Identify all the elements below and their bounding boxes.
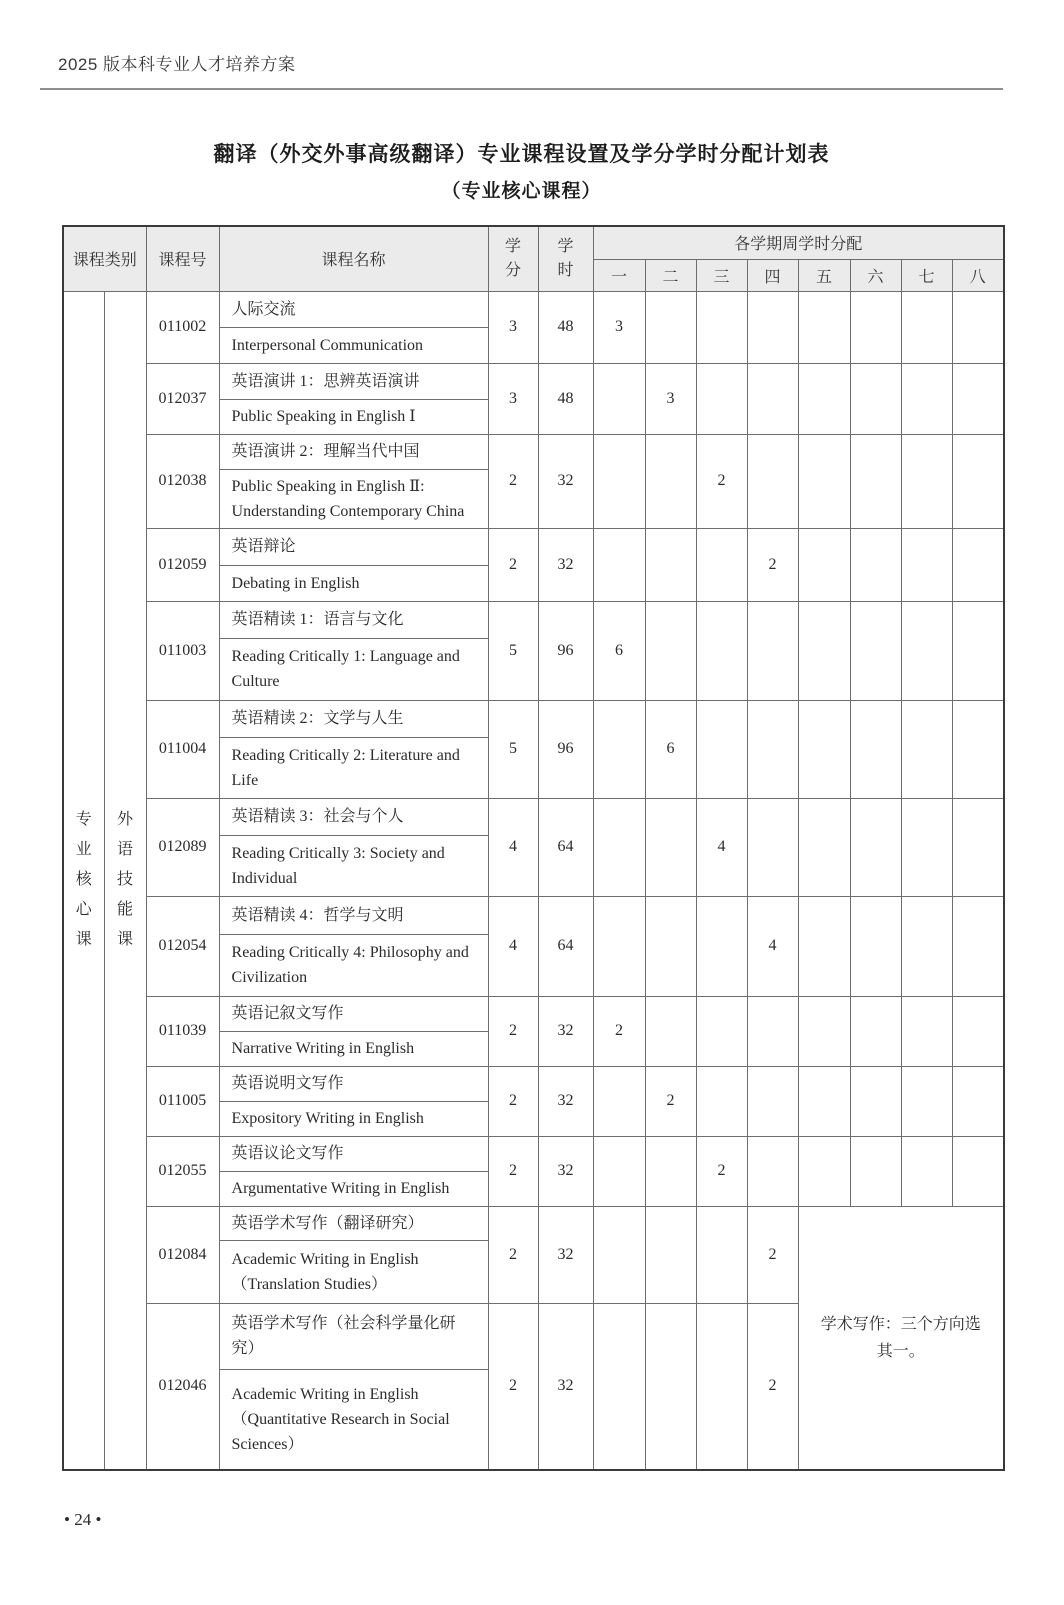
- semester-hours-cell: 2: [696, 434, 747, 528]
- hours-cell: 64: [538, 798, 593, 896]
- semester-hours-cell: [645, 896, 696, 996]
- semester-hours-cell: 3: [593, 291, 645, 363]
- semester-hours-cell: 2: [747, 528, 798, 601]
- course-name-header-cell: 课程名称: [219, 226, 488, 291]
- semester-header-4: 四: [747, 259, 798, 291]
- course-no-cell: 011003: [146, 601, 219, 700]
- hours-cell: 48: [538, 291, 593, 363]
- semester-header-2: 二: [645, 259, 696, 291]
- course-name-zh-cell: 英语学术写作（社会科学量化研究）: [219, 1303, 488, 1369]
- credits-cell: 2: [488, 996, 538, 1066]
- course-no-cell: 012054: [146, 896, 219, 996]
- semester-hours-cell: 6: [645, 700, 696, 798]
- semester-hours-cell: [952, 1066, 1004, 1136]
- semester-hours-cell: [593, 896, 645, 996]
- course-name-zh-cell: 英语演讲 1：思辨英语演讲: [219, 363, 488, 399]
- course-name-en-cell: Interpersonal Communication: [219, 327, 488, 363]
- semester-hours-cell: [850, 434, 901, 528]
- course-name-en-cell: Public Speaking in English Ⅱ: Understanding Contemporary China: [219, 469, 488, 528]
- course-name-zh-cell: 英语精读 2：文学与人生: [219, 700, 488, 737]
- hours-cell: 32: [538, 1206, 593, 1303]
- course-name-zh-cell: 英语记叙文写作: [219, 996, 488, 1031]
- credits-cell: 2: [488, 1136, 538, 1206]
- semester-hours-cell: [696, 528, 747, 601]
- semester-hours-cell: [696, 363, 747, 434]
- semester-header-8: 八: [952, 259, 1004, 291]
- semester-hours-cell: [798, 996, 850, 1066]
- category-primary-label: 专业核心课: [75, 811, 92, 949]
- semester-header-6: 六: [850, 259, 901, 291]
- course-row: [63, 291, 1004, 327]
- course-name-zh-cell: 英语辩论: [219, 528, 488, 565]
- hours-cell: 48: [538, 363, 593, 434]
- course-name-zh-cell: 人际交流: [219, 291, 488, 327]
- category-header-cell: 课程类别: [63, 226, 146, 291]
- semester-hours-cell: [696, 896, 747, 996]
- course-name-zh-cell: 英语演讲 2：理解当代中国: [219, 434, 488, 469]
- credits-cell: 4: [488, 896, 538, 996]
- semester-hours-cell: [593, 700, 645, 798]
- semester-hours-cell: [850, 1136, 901, 1206]
- semester-hours-cell: [696, 996, 747, 1066]
- course-no-cell: 012059: [146, 528, 219, 601]
- semester-hours-cell: [798, 291, 850, 363]
- hours-cell: 64: [538, 896, 593, 996]
- course-row: [63, 434, 1004, 469]
- category-secondary-cell: [104, 291, 146, 1470]
- course-name-en-cell: Reading Critically 4: Philosophy and Civilization: [219, 934, 488, 996]
- course-row: [63, 1206, 1004, 1240]
- course-row: [63, 1136, 1004, 1171]
- course-row: [63, 798, 1004, 835]
- course-name-zh-cell: 英语说明文写作: [219, 1066, 488, 1101]
- semester-hours-cell: [747, 1066, 798, 1136]
- hours-cell: 96: [538, 700, 593, 798]
- semester-hours-cell: [850, 700, 901, 798]
- course-name-en-cell: Reading Critically 1: Language and Culture: [219, 638, 488, 700]
- table-header: [63, 226, 1004, 291]
- semester-hours-cell: 2: [593, 996, 645, 1066]
- semester-hours-cell: [952, 528, 1004, 601]
- semester-hours-cell: [798, 601, 850, 700]
- table-title: 翻译（外交外事高级翻译）专业课程设置及学分学时分配计划表: [213, 143, 830, 166]
- semester-hours-cell: [850, 798, 901, 896]
- course-name-en-cell: Academic Writing in English（Quantitative Research in Social Sciences）: [219, 1369, 488, 1470]
- semester-hours-cell: [645, 434, 696, 528]
- course-name-en-cell: Narrative Writing in English: [219, 1031, 488, 1066]
- semester-hours-cell: [952, 434, 1004, 528]
- course-no-cell: 012037: [146, 363, 219, 434]
- semester-hours-cell: [850, 601, 901, 700]
- credits-cell: 2: [488, 1066, 538, 1136]
- credits-cell: 5: [488, 601, 538, 700]
- course-no-cell: 012055: [146, 1136, 219, 1206]
- course-name-en-cell: Argumentative Writing in English: [219, 1171, 488, 1206]
- course-no-cell: 012046: [146, 1303, 219, 1470]
- semester-group-header-cell: 各学期周学时分配: [593, 226, 1004, 259]
- semester-hours-cell: [901, 996, 952, 1066]
- credits-cell: 3: [488, 291, 538, 363]
- semester-hours-cell: [901, 700, 952, 798]
- semester-hours-cell: [645, 1206, 696, 1303]
- course-no-cell: 011039: [146, 996, 219, 1066]
- hours-cell: 32: [538, 996, 593, 1066]
- semester-hours-cell: [798, 528, 850, 601]
- hours-header-cell: [538, 226, 593, 291]
- semester-hours-cell: [747, 363, 798, 434]
- semester-hours-cell: [901, 434, 952, 528]
- course-name-zh-cell: 英语学术写作（翻译研究）: [219, 1206, 488, 1240]
- semester-hours-cell: [593, 798, 645, 896]
- course-name-zh-cell: 英语精读 1：语言与文化: [219, 601, 488, 638]
- semester-hours-cell: [850, 528, 901, 601]
- category-secondary-label: 外语技能课: [116, 811, 133, 949]
- semester-hours-cell: [850, 896, 901, 996]
- course-row: [63, 528, 1004, 565]
- course-name-en-cell: Debating in English: [219, 565, 488, 601]
- course-row: [63, 896, 1004, 934]
- credits-cell: 3: [488, 363, 538, 434]
- course-no-cell: 011004: [146, 700, 219, 798]
- page-header-text: 2025 版本科专业人才培养方案: [58, 55, 296, 74]
- semester-hours-cell: 4: [747, 896, 798, 996]
- semester-hours-cell: [952, 601, 1004, 700]
- semester-hours-cell: [645, 996, 696, 1066]
- semester-hours-cell: [798, 363, 850, 434]
- credits-header-label: 学分: [505, 237, 522, 279]
- semester-hours-cell: [952, 996, 1004, 1066]
- semester-hours-cell: [696, 700, 747, 798]
- semester-hours-cell: [696, 1303, 747, 1470]
- course-row: [63, 700, 1004, 737]
- semester-hours-cell: [645, 601, 696, 700]
- course-row: [63, 1066, 1004, 1101]
- hours-cell: 32: [538, 1136, 593, 1206]
- semester-hours-cell: [645, 1136, 696, 1206]
- course-name-zh-cell: 英语议论文写作: [219, 1136, 488, 1171]
- semester-hours-cell: [696, 291, 747, 363]
- semester-hours-cell: [645, 798, 696, 896]
- semester-hours-cell: [901, 528, 952, 601]
- semester-hours-cell: [747, 601, 798, 700]
- semester-hours-cell: [593, 528, 645, 601]
- semester-hours-cell: [798, 798, 850, 896]
- semester-hours-cell: [798, 896, 850, 996]
- semester-hours-cell: [593, 1066, 645, 1136]
- semester-hours-cell: [798, 700, 850, 798]
- course-no-header-cell: 课程号: [146, 226, 219, 291]
- credits-header-cell: [488, 226, 538, 291]
- category-primary-cell: [63, 291, 104, 1470]
- semester-hours-cell: 2: [696, 1136, 747, 1206]
- semester-hours-cell: 4: [696, 798, 747, 896]
- credits-cell: 4: [488, 798, 538, 896]
- semester-hours-cell: [901, 1066, 952, 1136]
- credits-cell: 2: [488, 1303, 538, 1470]
- semester-hours-cell: [593, 1303, 645, 1470]
- course-no-cell: 012084: [146, 1206, 219, 1303]
- credits-cell: 2: [488, 434, 538, 528]
- semester-hours-cell: [850, 996, 901, 1066]
- semester-hours-cell: [645, 528, 696, 601]
- hours-cell: 96: [538, 601, 593, 700]
- page-number: • 24 •: [64, 1510, 102, 1529]
- table-body: [63, 291, 1004, 1470]
- course-row: [63, 363, 1004, 399]
- table-subtitle: （专业核心课程）: [441, 181, 602, 202]
- semester-hours-cell: [952, 1136, 1004, 1206]
- semester-hours-cell: 6: [593, 601, 645, 700]
- course-name-en-cell: Expository Writing in English: [219, 1101, 488, 1136]
- course-no-cell: 012038: [146, 434, 219, 528]
- hours-cell: 32: [538, 528, 593, 601]
- semester-hours-cell: [952, 363, 1004, 434]
- semester-header-3: 三: [696, 259, 747, 291]
- course-no-cell: 011002: [146, 291, 219, 363]
- semester-hours-cell: [901, 1136, 952, 1206]
- course-name-en-cell: Public Speaking in English Ⅰ: [219, 399, 488, 434]
- course-no-cell: 012089: [146, 798, 219, 896]
- credits-cell: 2: [488, 528, 538, 601]
- semester-hours-cell: [696, 1206, 747, 1303]
- semester-hours-cell: [952, 798, 1004, 896]
- semester-hours-cell: [593, 434, 645, 528]
- semester-hours-cell: [593, 363, 645, 434]
- semester-hours-cell: 2: [645, 1066, 696, 1136]
- semester-hours-cell: [696, 1066, 747, 1136]
- hours-cell: 32: [538, 1303, 593, 1470]
- semester-hours-cell: [798, 1066, 850, 1136]
- curriculum-table: [62, 225, 1005, 1471]
- semester-hours-cell: [952, 291, 1004, 363]
- semester-hours-cell: [901, 363, 952, 434]
- semester-hours-cell: [645, 1303, 696, 1470]
- semester-hours-cell: [798, 1136, 850, 1206]
- semester-hours-cell: 2: [747, 1206, 798, 1303]
- semester-hours-cell: [747, 996, 798, 1066]
- semester-hours-cell: [850, 363, 901, 434]
- semester-hours-cell: [901, 291, 952, 363]
- semester-hours-cell: [747, 700, 798, 798]
- semester-header-5: 五: [798, 259, 850, 291]
- semester-hours-cell: 3: [645, 363, 696, 434]
- hours-header-label: 学时: [557, 237, 574, 279]
- semester-hours-cell: [850, 1066, 901, 1136]
- credits-cell: 2: [488, 1206, 538, 1303]
- course-name-zh-cell: 英语精读 4：哲学与文明: [219, 896, 488, 934]
- semester-hours-cell: [901, 798, 952, 896]
- course-name-en-cell: Reading Critically 3: Society and Individual: [219, 835, 488, 896]
- semester-hours-cell: [901, 896, 952, 996]
- course-row: [63, 996, 1004, 1031]
- semester-hours-cell: [747, 291, 798, 363]
- semester-hours-cell: [901, 601, 952, 700]
- course-name-zh-cell: 英语精读 3：社会与个人: [219, 798, 488, 835]
- semester-hours-cell: 2: [747, 1303, 798, 1470]
- course-name-en-cell: Academic Writing in English（Translation Studies）: [219, 1240, 488, 1303]
- semester-hours-cell: [645, 291, 696, 363]
- semester-hours-cell: [952, 700, 1004, 798]
- semester-hours-cell: [593, 1136, 645, 1206]
- semester-hours-cell: [747, 798, 798, 896]
- semester-header-1: 一: [593, 259, 645, 291]
- course-no-cell: 011005: [146, 1066, 219, 1136]
- semester-hours-cell: [798, 434, 850, 528]
- note-cell: 学术写作：三个方向选其一。: [798, 1206, 1004, 1470]
- semester-hours-cell: [952, 896, 1004, 996]
- semester-hours-cell: [696, 601, 747, 700]
- semester-hours-cell: [850, 291, 901, 363]
- page-header-rule: [40, 88, 1003, 90]
- hours-cell: 32: [538, 434, 593, 528]
- semester-hours-cell: [593, 1206, 645, 1303]
- semester-header-7: 七: [901, 259, 952, 291]
- course-name-en-cell: Reading Critically 2: Literature and Life: [219, 737, 488, 798]
- hours-cell: 32: [538, 1066, 593, 1136]
- semester-hours-cell: [747, 1136, 798, 1206]
- credits-cell: 5: [488, 700, 538, 798]
- course-row: [63, 601, 1004, 638]
- semester-hours-cell: [747, 434, 798, 528]
